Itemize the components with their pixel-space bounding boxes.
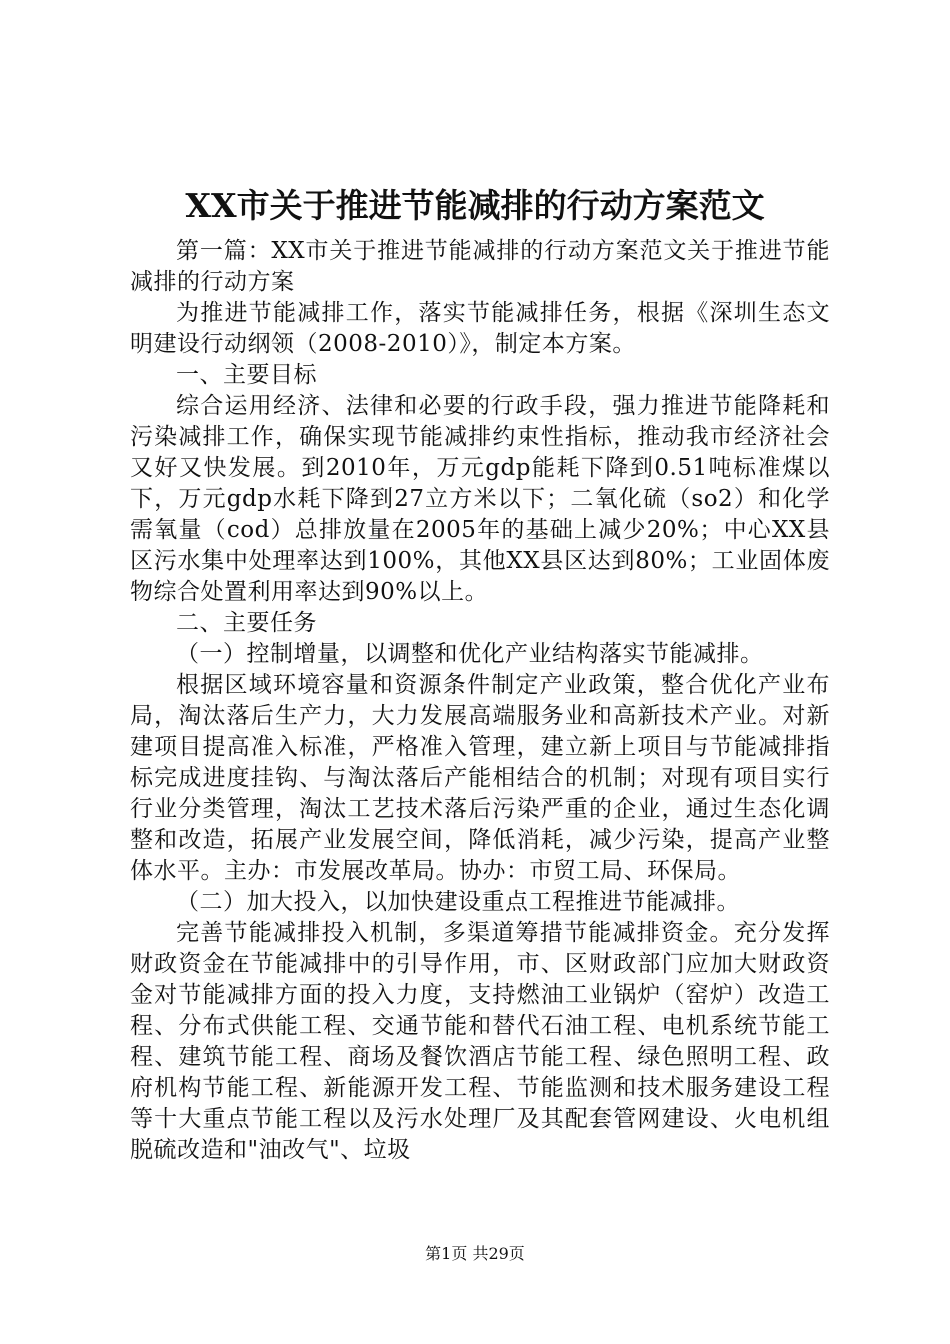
paragraph-task-1: 根据区域环境容量和资源条件制定产业政策，整合优化产业布局，淘汰落后生产力，大力发展高端服务业和高新技术产业。对新建项目提高准入标准，严格准入管理，建立新上项目与节能减排指标完成进度挂钩、与淘汰落后产能相结合的机制；对现有项目实行行业分类管理，淘汰工艺技术落后污染严重的企业，通过生态化调整和改造，拓展产业发展空间，降低消耗，减少污染，提高产业整体水平。主办：市发展改革局。协办：市贸工局、环保局。 [130,672,830,884]
section-heading-goals: 一、主要目标 [176,362,317,388]
paragraph-intro: 第一篇：XX市关于推进节能减排的行动方案范文关于推进节能减排的行动方案 [130,238,830,295]
subsection-heading-2: （二）加大投入，以加快建设重点工程推进节能减排。 [176,889,740,915]
paragraph-task-2: 完善节能减排投入机制，多渠道筹措节能减排资金。充分发挥财政资金在节能减排中的引导作用，市、区财政部门应加大财政资金对节能减排方面的投入力度，支持燃油工业锅炉（窑炉）改造工程、分布式供能工程、交通节能和替代石油工程、电机系统节能工程、建筑节能工程、商场及餐饮酒店节能工程、绿色照明工程、政府机构节能工程、新能源开发工程、节能监测和技术服务建设工程等十大重点节能工程以及污水处理厂及其配套管网建设、火电机组脱硫改造和"油改气"、垃圾 [130,920,830,1163]
document-title: XX市关于推进节能减排的行动方案范文 [185,186,765,225]
subsection-heading-1: （一）控制增量，以调整和优化产业结构落实节能减排。 [176,641,764,667]
section-heading-tasks: 二、主要任务 [176,610,317,636]
page-footer: 第1页 共29页 [425,1244,525,1263]
paragraph-goals: 综合运用经济、法律和必要的行政手段，强力推进节能降耗和污染减排工作，确保实现节能减排约束性指标，推动我市经济社会又好又快发展。到2010年，万元gdp能耗下降到0.51吨标准煤以下，万元gdp水耗下降到27立方米以下；二氧化硫（so2）和化学需氧量（cod）总排放量在2005年的基础上减少20%；中心XX县区污水集中处理率达到100%，其他XX县区达到80%；工业固体废物综合处置利用率达到90%以上。 [130,393,830,605]
document-body [130,236,830,1166]
paragraph-purpose: 为推进节能减排工作，落实节能减排任务，根据《深圳生态文明建设行动纲领（2008-2010）》，制定本方案。 [130,300,830,357]
